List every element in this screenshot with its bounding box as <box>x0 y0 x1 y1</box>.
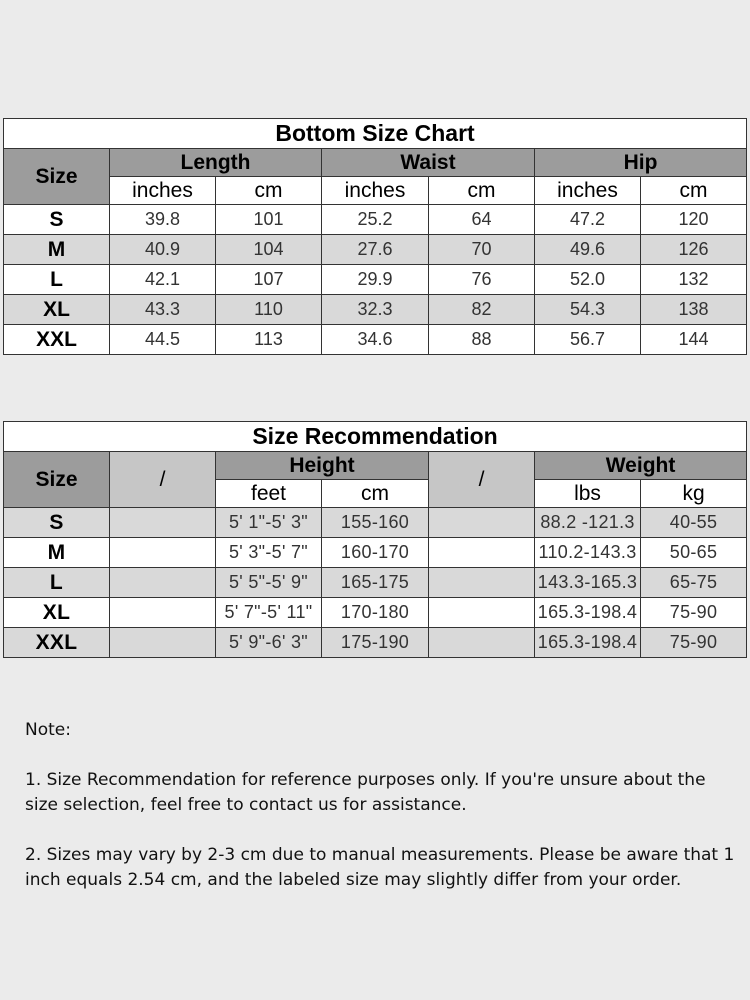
table-row <box>4 295 747 325</box>
table-cell: 5' 7"-5' 11" <box>216 598 322 628</box>
table-cell: 160-170 <box>322 538 429 568</box>
table-cell: 54.3 <box>535 295 641 325</box>
table-cell: 27.6 <box>322 235 429 265</box>
size-cell: L <box>4 568 110 598</box>
height-feet-header: feet <box>216 480 322 508</box>
table-cell: 143.3-165.3 <box>535 568 641 598</box>
table-cell: 138 <box>641 295 747 325</box>
size-cell: L <box>4 265 110 295</box>
height-header: Height <box>216 452 429 480</box>
table-cell: 88 <box>429 325 535 355</box>
table-cell: 43.3 <box>110 295 216 325</box>
size-cell: M <box>4 538 110 568</box>
table-cell: 170-180 <box>322 598 429 628</box>
size-cell: XXL <box>4 325 110 355</box>
table-cell: 113 <box>216 325 322 355</box>
table-cell: 40.9 <box>110 235 216 265</box>
note-item: 1. Size Recommendation for reference purposes only. If you're unsure about the size selection, feel free to contact us for assistance. <box>25 770 706 815</box>
blank-cell <box>110 508 216 538</box>
note-label: Note: <box>25 720 71 740</box>
table-cell: 75-90 <box>641 628 747 658</box>
table-cell: 144 <box>641 325 747 355</box>
table-cell: 88.2 -121.3 <box>535 508 641 538</box>
table-row <box>4 538 747 568</box>
table-cell: 82 <box>429 295 535 325</box>
length-inches-header: inches <box>110 177 216 205</box>
table-row <box>4 568 747 598</box>
blank-cell <box>110 628 216 658</box>
table-cell: 120 <box>641 205 747 235</box>
table-cell: 44.5 <box>110 325 216 355</box>
table-row <box>4 265 747 295</box>
table-cell: 165.3-198.4 <box>535 598 641 628</box>
table-cell: 39.8 <box>110 205 216 235</box>
size-cell: XL <box>4 295 110 325</box>
bottom-size-header: Size <box>4 149 110 205</box>
weight-lbs-header: lbs <box>535 480 641 508</box>
waist-header: Waist <box>322 149 535 177</box>
blank-cell <box>429 628 535 658</box>
table-cell: 29.9 <box>322 265 429 295</box>
waist-inches-header: inches <box>322 177 429 205</box>
table-cell: 50-65 <box>641 538 747 568</box>
table-cell: 32.3 <box>322 295 429 325</box>
blank-cell <box>429 508 535 538</box>
table-cell: 5' 5"-5' 9" <box>216 568 322 598</box>
blank-cell <box>110 598 216 628</box>
table-cell: 47.2 <box>535 205 641 235</box>
hip-inches-header: inches <box>535 177 641 205</box>
size-cell: S <box>4 205 110 235</box>
table-cell: 155-160 <box>322 508 429 538</box>
length-header: Length <box>110 149 322 177</box>
table-cell: 104 <box>216 235 322 265</box>
bottom-size-chart-table <box>3 118 747 355</box>
weight-kg-header: kg <box>641 480 747 508</box>
table-cell: 165.3-198.4 <box>535 628 641 658</box>
size-cell: S <box>4 508 110 538</box>
table-cell: 110 <box>216 295 322 325</box>
table-cell: 76 <box>429 265 535 295</box>
table-cell: 110.2-143.3 <box>535 538 641 568</box>
table-cell: 101 <box>216 205 322 235</box>
table-cell: 49.6 <box>535 235 641 265</box>
table-cell: 70 <box>429 235 535 265</box>
table-cell: 126 <box>641 235 747 265</box>
table-row <box>4 508 747 538</box>
size-cell: M <box>4 235 110 265</box>
blank-cell <box>429 568 535 598</box>
table-row <box>4 235 747 265</box>
table-cell: 42.1 <box>110 265 216 295</box>
recommendation-title: Size Recommendation <box>4 422 747 452</box>
table-cell: 175-190 <box>322 628 429 658</box>
blank-cell <box>110 568 216 598</box>
table-cell: 34.6 <box>322 325 429 355</box>
table-cell: 56.7 <box>535 325 641 355</box>
table-cell: 52.0 <box>535 265 641 295</box>
table-cell: 132 <box>641 265 747 295</box>
table-cell: 107 <box>216 265 322 295</box>
hip-cm-header: cm <box>641 177 747 205</box>
table-row <box>4 325 747 355</box>
blank-cell <box>429 538 535 568</box>
table-cell: 64 <box>429 205 535 235</box>
table-cell: 5' 3"-5' 7" <box>216 538 322 568</box>
hip-header: Hip <box>535 149 747 177</box>
waist-cm-header: cm <box>429 177 535 205</box>
table-row <box>4 628 747 658</box>
table-cell: 165-175 <box>322 568 429 598</box>
table-row <box>4 598 747 628</box>
bottom-chart-title: Bottom Size Chart <box>4 119 747 149</box>
blank-cell <box>110 538 216 568</box>
note-item: 2. Sizes may vary by 2-3 cm due to manual measurements. Please be aware that 1 inch equals 2.54 cm, and the labeled size may slightly differ from your order. <box>25 845 735 890</box>
slash-header: / <box>429 452 535 508</box>
table-cell: 5' 9"-6' 3" <box>216 628 322 658</box>
recommend-size-header: Size <box>4 452 110 508</box>
table-cell: 75-90 <box>641 598 747 628</box>
size-cell: XXL <box>4 628 110 658</box>
table-cell: 25.2 <box>322 205 429 235</box>
size-recommendation-table <box>3 421 747 658</box>
table-cell: 5' 1"-5' 3" <box>216 508 322 538</box>
weight-header: Weight <box>535 452 747 480</box>
slash-header: / <box>110 452 216 508</box>
blank-cell <box>429 598 535 628</box>
table-row <box>4 205 747 235</box>
length-cm-header: cm <box>216 177 322 205</box>
height-cm-header: cm <box>322 480 429 508</box>
table-cell: 40-55 <box>641 508 747 538</box>
size-cell: XL <box>4 598 110 628</box>
table-cell: 65-75 <box>641 568 747 598</box>
